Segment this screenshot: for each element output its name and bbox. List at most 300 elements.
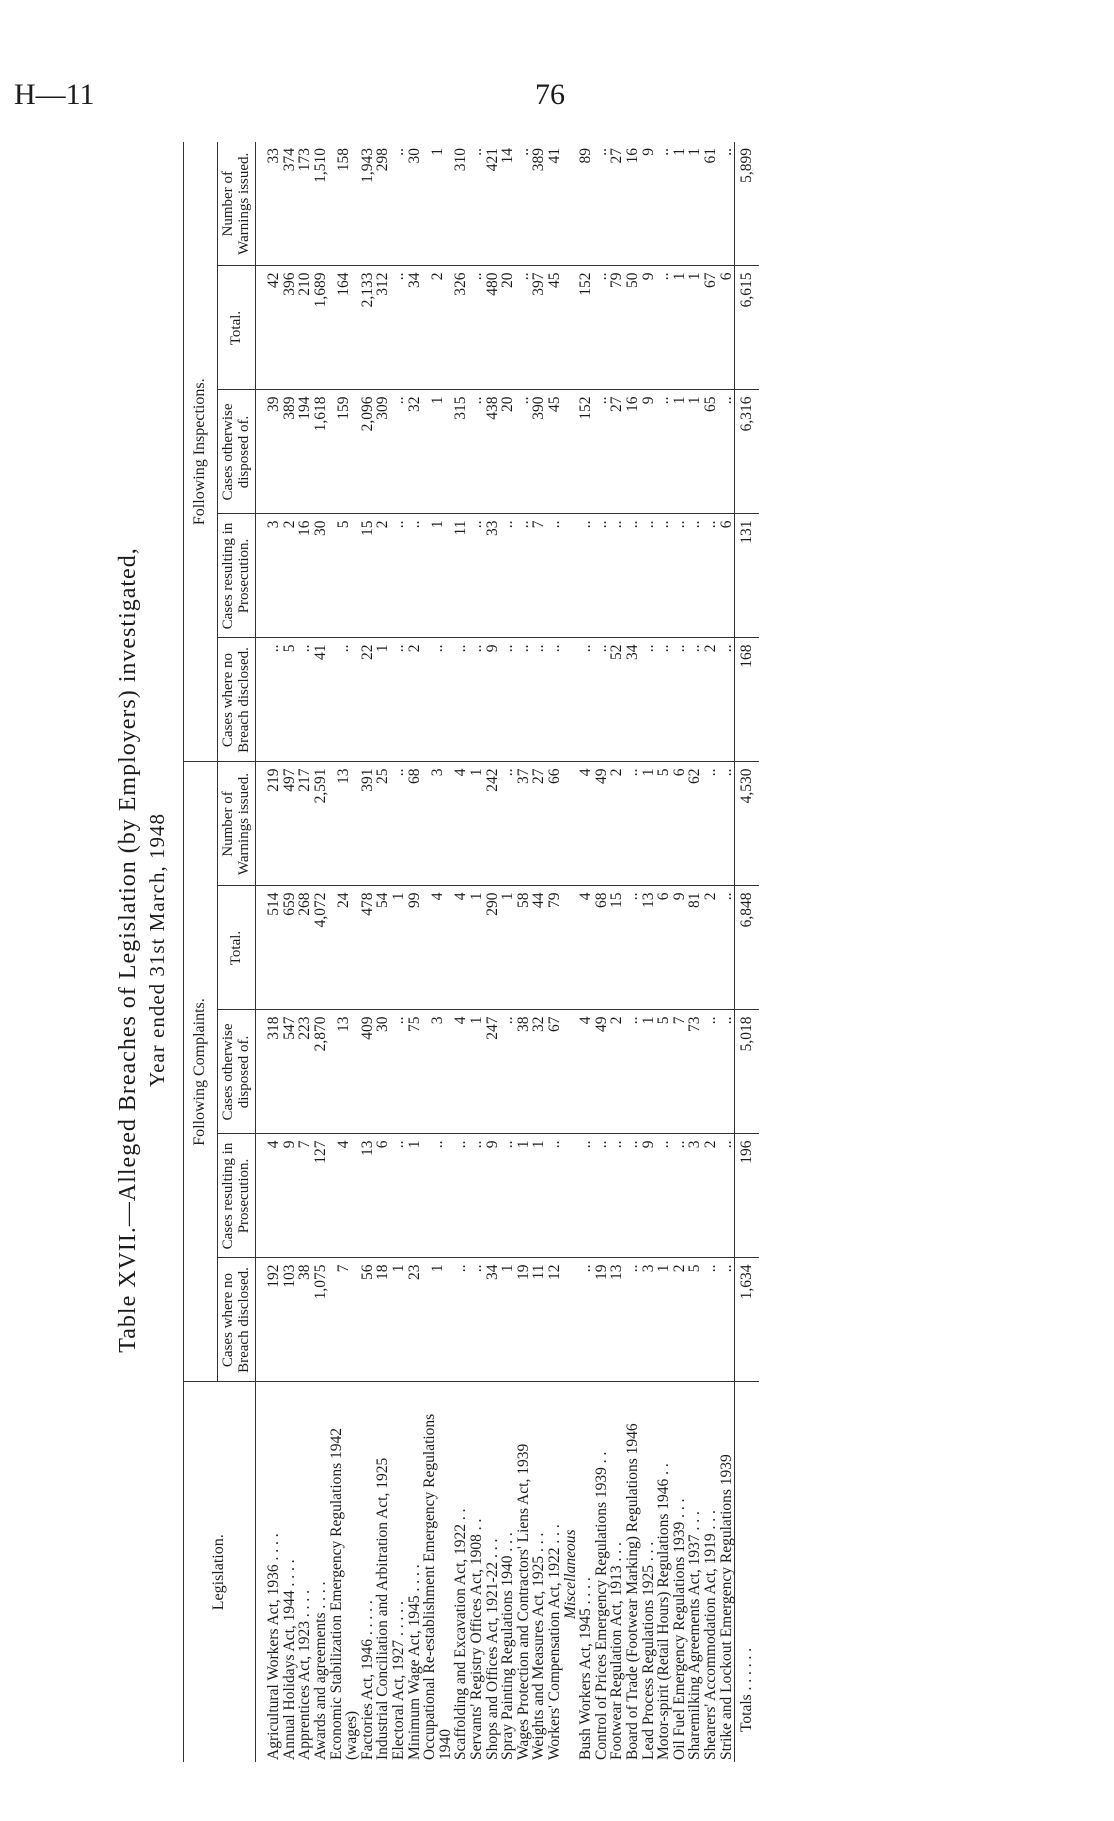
legislation-name: Economic Stabilization Emergency Regulations 1942 (wages) xyxy=(327,1427,361,1760)
section-heading: Miscellaneous xyxy=(561,1529,579,1620)
cell-i3 xyxy=(563,390,579,514)
cell-i4: 2,133 xyxy=(360,266,376,390)
cell-c3: 2 xyxy=(609,1010,625,1134)
totals-label: Totals . . . . . . xyxy=(735,1382,759,1762)
cell-i3: .. xyxy=(469,390,485,514)
cell-c1: 192 xyxy=(256,1258,282,1382)
cell-i1: 5 xyxy=(282,638,298,762)
cell-c1: 56 xyxy=(360,1258,376,1382)
cell-i4: 326 xyxy=(453,266,469,390)
cell-i5: 89 xyxy=(578,142,594,266)
cell-c4: 1 xyxy=(469,886,485,1010)
cell-c1: 18 xyxy=(375,1258,391,1382)
cell-c1: 1 xyxy=(422,1258,453,1382)
breaches-table xyxy=(183,142,759,1762)
cell-i5: 61 xyxy=(703,142,719,266)
cell-c2: .. xyxy=(672,1134,688,1258)
cell-c2: .. xyxy=(547,1134,563,1258)
total-i5: 5,899 xyxy=(735,142,759,266)
cell-c3: 67 xyxy=(547,1010,563,1134)
cell-c5: .. xyxy=(703,762,719,886)
cell-c4: .. xyxy=(625,886,641,1010)
table-row xyxy=(391,142,407,1762)
cell-i3: 194 xyxy=(297,390,313,514)
cell-i4: 1,689 xyxy=(313,266,329,390)
cell-i2: .. xyxy=(656,514,672,638)
cell-c1: 103 xyxy=(282,1258,298,1382)
legislation-name: Minimum Wage Act, 1945 . . . . xyxy=(405,1564,423,1760)
cell-c4: 4 xyxy=(578,886,594,1010)
cell-c4: 4,072 xyxy=(313,886,329,1010)
cell-c5: 4 xyxy=(578,762,594,886)
cell-c2: .. xyxy=(422,1134,453,1258)
legislation-name: Weights and Measures Act, 1925 . . . xyxy=(530,1532,548,1760)
cell-i2: 11 xyxy=(453,514,469,638)
cell-c2: 9 xyxy=(485,1134,501,1258)
cell-i3: 389 xyxy=(282,390,298,514)
cell-i4: .. xyxy=(656,266,672,390)
cell-i5: 30 xyxy=(407,142,423,266)
cell-i1: .. xyxy=(641,638,657,762)
cell-c1: 1 xyxy=(391,1258,407,1382)
cell-c1: .. xyxy=(453,1258,469,1382)
cell-c2: 9 xyxy=(641,1134,657,1258)
table-title: Table XVII.—Alleged Breaches of Legislation (by Employers) investigated, xyxy=(115,547,141,1353)
cell-i4: .. xyxy=(391,266,407,390)
cell-c2: 9 xyxy=(282,1134,298,1258)
cell-i5: .. xyxy=(656,142,672,266)
cell-i4: 79 xyxy=(609,266,625,390)
cell-c3: 223 xyxy=(297,1010,313,1134)
cell-i2: .. xyxy=(547,514,563,638)
cell-c2: .. xyxy=(656,1134,672,1258)
cell-c1: 38 xyxy=(297,1258,313,1382)
cell-c2 xyxy=(563,1134,579,1258)
total-i3: 6,316 xyxy=(735,390,759,514)
cell-c4: 6 xyxy=(656,886,672,1010)
cell-i1: .. xyxy=(469,638,485,762)
cell-i4: 152 xyxy=(578,266,594,390)
legislation-name: Shops and Offices Act, 1921-22 . . . xyxy=(483,1538,501,1760)
cell-c2: 1 xyxy=(531,1134,547,1258)
cell-i1: 1 xyxy=(375,638,391,762)
cell-i1: .. xyxy=(422,638,453,762)
cell-i4: 42 xyxy=(256,266,282,390)
cell-i5: 27 xyxy=(609,142,625,266)
cell-i1 xyxy=(563,638,579,762)
cell-i3: 39 xyxy=(256,390,282,514)
cell-c5: 13 xyxy=(329,762,360,886)
total-i1: 168 xyxy=(735,638,759,762)
cell-i3: 390 xyxy=(531,390,547,514)
table-row xyxy=(578,142,594,1762)
cell-i1: .. xyxy=(297,638,313,762)
cell-c4: 4 xyxy=(422,886,453,1010)
cell-c4: 514 xyxy=(256,886,282,1010)
col-total: Total. xyxy=(217,886,256,1010)
table-row xyxy=(719,142,735,1762)
cell-i4: 45 xyxy=(547,266,563,390)
col-otherwise: Cases otherwise disposed of. xyxy=(217,1010,256,1134)
cell-i3: 65 xyxy=(703,390,719,514)
cell-c1: 12 xyxy=(547,1258,563,1382)
cell-c1: 1,075 xyxy=(313,1258,329,1382)
cell-i1: 9 xyxy=(485,638,501,762)
cell-i1: .. xyxy=(391,638,407,762)
cell-c5: 5 xyxy=(656,762,672,886)
col-no-breach: Cases where no Breach disclosed. xyxy=(217,638,256,762)
cell-i3: .. xyxy=(391,390,407,514)
cell-i2: 6 xyxy=(719,514,735,638)
cell-c5: 219 xyxy=(256,762,282,886)
cell-c3: 547 xyxy=(282,1010,298,1134)
legislation-name: Industrial Conciliation and Arbitration Act, 1925 xyxy=(374,1457,392,1760)
legislation-name: Agricultural Workers Act, 1936 . . . . xyxy=(265,1533,283,1760)
cell-i4: 20 xyxy=(500,266,516,390)
total-i2: 131 xyxy=(735,514,759,638)
cell-c4: 13 xyxy=(641,886,657,1010)
cell-i5: .. xyxy=(516,142,532,266)
cell-c4: 4 xyxy=(453,886,469,1010)
legislation-name: Wages Protection and Contractors' Liens Act, 1939 xyxy=(514,1443,532,1760)
cell-i2: .. xyxy=(516,514,532,638)
cell-c5: 27 xyxy=(531,762,547,886)
cell-c4: 15 xyxy=(609,886,625,1010)
cell-i3: .. xyxy=(656,390,672,514)
cell-c4: 1 xyxy=(500,886,516,1010)
cell-i3: 315 xyxy=(453,390,469,514)
cell-i4: 50 xyxy=(625,266,641,390)
cell-c5: .. xyxy=(625,762,641,886)
cell-c2: 4 xyxy=(329,1134,360,1258)
cell-i4: 1 xyxy=(687,266,703,390)
cell-c3: 32 xyxy=(531,1010,547,1134)
cell-i1: .. xyxy=(672,638,688,762)
cell-i5: 374 xyxy=(282,142,298,266)
cell-c4: 1 xyxy=(391,886,407,1010)
cell-i1: .. xyxy=(687,638,703,762)
page-number: 76 xyxy=(535,78,565,111)
legislation-name: Shearers' Accommodation Act, 1919 . . . xyxy=(701,1510,719,1760)
cell-i5: 1 xyxy=(687,142,703,266)
complaints-group-header: Following Complaints. xyxy=(184,762,218,1382)
section-heading-row xyxy=(563,142,579,1762)
cell-i1: .. xyxy=(531,638,547,762)
cell-i2: .. xyxy=(672,514,688,638)
cell-c3: .. xyxy=(391,1010,407,1134)
cell-i4: 396 xyxy=(282,266,298,390)
cell-i1: .. xyxy=(500,638,516,762)
cell-i1: 52 xyxy=(609,638,625,762)
cell-i4: 210 xyxy=(297,266,313,390)
cell-c3 xyxy=(563,1010,579,1134)
cell-c2: 1 xyxy=(516,1134,532,1258)
cell-c3: .. xyxy=(625,1010,641,1134)
table-row xyxy=(516,142,532,1762)
col-otherwise: Cases otherwise disposed of. xyxy=(217,390,256,514)
cell-c3: 38 xyxy=(516,1010,532,1134)
cell-c5: 391 xyxy=(360,762,376,886)
cell-i3: 9 xyxy=(641,390,657,514)
cell-i4 xyxy=(563,266,579,390)
cell-c3: 4 xyxy=(453,1010,469,1134)
cell-i4: 6 xyxy=(719,266,735,390)
legislation-name: Servants' Registry Offices Act, 1908 . . xyxy=(468,1518,486,1760)
cell-c2: .. xyxy=(469,1134,485,1258)
cell-c3: 7 xyxy=(672,1010,688,1134)
cell-i2: .. xyxy=(625,514,641,638)
cell-c1: 23 xyxy=(407,1258,423,1382)
cell-c4 xyxy=(563,886,579,1010)
table-row xyxy=(594,142,610,1762)
cell-c5: 2 xyxy=(609,762,625,886)
col-total: Total. xyxy=(217,266,256,390)
cell-c5: .. xyxy=(391,762,407,886)
cell-c2: 6 xyxy=(375,1134,391,1258)
col-prosecution: Cases resulting in Prosecution. xyxy=(217,1134,256,1258)
cell-i3: 1 xyxy=(672,390,688,514)
table-row xyxy=(313,142,329,1762)
cell-c5: 1 xyxy=(469,762,485,886)
cell-c2: .. xyxy=(625,1134,641,1258)
total-c5: 4,530 xyxy=(735,762,759,886)
cell-c5: .. xyxy=(719,762,735,886)
legislation-name: Occupational Re-establishment Emergency Regulations 1940 xyxy=(421,1413,454,1760)
legislation-name: Workers' Compensation Act, 1922 . . . xyxy=(545,1524,563,1760)
legislation-name: Footwear Regulation Act, 1913 . . . xyxy=(608,1542,626,1760)
cell-c1: 5 xyxy=(687,1258,703,1382)
cell-i3: 1 xyxy=(687,390,703,514)
cell-c3: .. xyxy=(500,1010,516,1134)
table-subtitle: Year ended 31st March, 1948 xyxy=(145,813,169,1087)
cell-i3: 16 xyxy=(625,390,641,514)
cell-i1: .. xyxy=(516,638,532,762)
cell-c4: 44 xyxy=(531,886,547,1010)
cell-i2: 33 xyxy=(485,514,501,638)
cell-c1: 19 xyxy=(594,1258,610,1382)
cell-i3: 27 xyxy=(609,390,625,514)
cell-c5: 497 xyxy=(282,762,298,886)
cell-i2: 1 xyxy=(422,514,453,638)
cell-i1: .. xyxy=(594,638,610,762)
cell-i2: 3 xyxy=(256,514,282,638)
cell-c2: .. xyxy=(719,1134,735,1258)
cell-i1: 41 xyxy=(313,638,329,762)
cell-i5: 16 xyxy=(625,142,641,266)
legislation-name: Factories Act, 1946 . . . . . xyxy=(358,1600,376,1760)
cell-c5: 37 xyxy=(516,762,532,886)
cell-c3: 75 xyxy=(407,1010,423,1134)
cell-c1: 11 xyxy=(531,1258,547,1382)
cell-i5: .. xyxy=(391,142,407,266)
cell-c3: 30 xyxy=(375,1010,391,1134)
table-row xyxy=(641,142,657,1762)
legislation-name: Lead Process Regulations 1925 . . . xyxy=(639,1541,657,1760)
cell-c4: 79 xyxy=(547,886,563,1010)
cell-i2: .. xyxy=(687,514,703,638)
cell-i5: 14 xyxy=(500,142,516,266)
cell-c1: 1 xyxy=(500,1258,516,1382)
legislation-name: Bush Workers Act, 1945 . . . . xyxy=(577,1577,595,1760)
cell-c4: 54 xyxy=(375,886,391,1010)
cell-c3: 4 xyxy=(578,1010,594,1134)
cell-i3: 2,096 xyxy=(360,390,376,514)
cell-c2: 2 xyxy=(703,1134,719,1258)
legislation-name: Sharemilking Agreements Act, 1937 . . . xyxy=(686,1511,704,1760)
cell-i5: 298 xyxy=(375,142,391,266)
cell-i2: .. xyxy=(703,514,719,638)
cell-c5: 25 xyxy=(375,762,391,886)
cell-i5: 1,943 xyxy=(360,142,376,266)
cell-i3: 1 xyxy=(422,390,453,514)
cell-c3: 13 xyxy=(329,1010,360,1134)
cell-i1: .. xyxy=(547,638,563,762)
cell-i4: 164 xyxy=(329,266,360,390)
cell-i5: .. xyxy=(469,142,485,266)
col-prosecution: Cases resulting in Prosecution. xyxy=(217,514,256,638)
cell-i5: .. xyxy=(719,142,735,266)
rotated-table-page xyxy=(97,130,1077,1770)
cell-i2: 15 xyxy=(360,514,376,638)
cell-i5: 421 xyxy=(485,142,501,266)
cell-c5: 3 xyxy=(422,762,453,886)
cell-i4: .. xyxy=(469,266,485,390)
cell-c5 xyxy=(563,762,579,886)
cell-i2: 2 xyxy=(375,514,391,638)
legislation-name: Scaffolding and Excavation Act, 1922 . . xyxy=(452,1508,470,1760)
table-row xyxy=(329,142,360,1762)
table-row xyxy=(672,142,688,1762)
cell-i5: .. xyxy=(594,142,610,266)
cell-c1: .. xyxy=(703,1258,719,1382)
cell-i5: 1 xyxy=(422,142,453,266)
cell-i5: 33 xyxy=(256,142,282,266)
cell-c3: 409 xyxy=(360,1010,376,1134)
cell-i5: 310 xyxy=(453,142,469,266)
cell-c3: 49 xyxy=(594,1010,610,1134)
cell-i4: 397 xyxy=(531,266,547,390)
cell-i3: 32 xyxy=(407,390,423,514)
legislation-name: Apprentices Act, 1923 . . . . xyxy=(296,1589,314,1760)
cell-c4: 68 xyxy=(594,886,610,1010)
total-i4: 6,615 xyxy=(735,266,759,390)
table-row xyxy=(547,142,563,1762)
total-c4: 6,848 xyxy=(735,886,759,1010)
cell-i4: 2 xyxy=(422,266,453,390)
cell-i1: .. xyxy=(578,638,594,762)
cell-c4: .. xyxy=(719,886,735,1010)
cell-i1: 2 xyxy=(703,638,719,762)
table-row xyxy=(625,142,641,1762)
cell-c4: 2 xyxy=(703,886,719,1010)
cell-c3: 318 xyxy=(256,1010,282,1134)
cell-c5: .. xyxy=(500,762,516,886)
cell-c2: .. xyxy=(594,1134,610,1258)
table-row xyxy=(375,142,391,1762)
cell-c2: .. xyxy=(453,1134,469,1258)
total-c3: 5,018 xyxy=(735,1010,759,1134)
cell-c5: 1 xyxy=(641,762,657,886)
cell-c2: 7 xyxy=(297,1134,313,1258)
legislation-header: Legislation. xyxy=(184,1382,256,1762)
cell-c5: 2,591 xyxy=(313,762,329,886)
cell-c2: .. xyxy=(578,1134,594,1258)
cell-c1 xyxy=(563,1258,579,1382)
cell-c1: 19 xyxy=(516,1258,532,1382)
cell-c4: 24 xyxy=(329,886,360,1010)
cell-i1: .. xyxy=(329,638,360,762)
cell-i3: 309 xyxy=(375,390,391,514)
cell-i4: .. xyxy=(594,266,610,390)
cell-i2: .. xyxy=(578,514,594,638)
cell-c3: 3 xyxy=(422,1010,453,1134)
cell-c2: 3 xyxy=(687,1134,703,1258)
cell-i2: 2 xyxy=(282,514,298,638)
cell-c2: 127 xyxy=(313,1134,329,1258)
cell-i2: .. xyxy=(609,514,625,638)
cell-i2: .. xyxy=(641,514,657,638)
cell-i3: 20 xyxy=(500,390,516,514)
table-row xyxy=(407,142,423,1762)
cell-c5: 66 xyxy=(547,762,563,886)
cell-i1: 2 xyxy=(407,638,423,762)
cell-i5 xyxy=(563,142,579,266)
cell-c5: 6 xyxy=(672,762,688,886)
table-row xyxy=(256,142,282,1762)
total-c1: 1,634 xyxy=(735,1258,759,1382)
cell-i5: 1,510 xyxy=(313,142,329,266)
cell-c5: 68 xyxy=(407,762,423,886)
legislation-name: Motor-spirit (Retail Hours) Regulations 1946 . . xyxy=(655,1463,673,1760)
legislation-name: Board of Trade (Footwear Marking) Regulations 1946 xyxy=(623,1423,641,1760)
cell-c5: 62 xyxy=(687,762,703,886)
table-row xyxy=(687,142,703,1762)
cell-i4: 312 xyxy=(375,266,391,390)
table-row xyxy=(485,142,501,1762)
cell-i5: 9 xyxy=(641,142,657,266)
cell-i4: 34 xyxy=(407,266,423,390)
cell-c1: 1 xyxy=(656,1258,672,1382)
cell-i3: 438 xyxy=(485,390,501,514)
cell-i3: 152 xyxy=(578,390,594,514)
cell-c2: .. xyxy=(609,1134,625,1258)
table-row xyxy=(703,142,719,1762)
cell-c1: .. xyxy=(578,1258,594,1382)
cell-i4: .. xyxy=(516,266,532,390)
cell-c5: 49 xyxy=(594,762,610,886)
legislation-name: Annual Holidays Act, 1944 . . . . xyxy=(280,1559,298,1760)
legislation-name: Electoral Act, 1927 . . . . . xyxy=(390,1601,408,1760)
cell-i4: 1 xyxy=(672,266,688,390)
cell-c1: 34 xyxy=(485,1258,501,1382)
cell-i3: 45 xyxy=(547,390,563,514)
legislation-name: Awards and agreements . . . . xyxy=(312,1581,330,1760)
cell-i2: 5 xyxy=(329,514,360,638)
table-row xyxy=(360,142,376,1762)
cell-c4: 659 xyxy=(282,886,298,1010)
cell-c4: 9 xyxy=(672,886,688,1010)
cell-i1: 22 xyxy=(360,638,376,762)
inspections-group-header: Following Inspections. xyxy=(184,142,218,762)
cell-c3: .. xyxy=(703,1010,719,1134)
cell-c1: .. xyxy=(469,1258,485,1382)
cell-c4: 268 xyxy=(297,886,313,1010)
cell-i3: .. xyxy=(719,390,735,514)
cell-i1: 34 xyxy=(625,638,641,762)
table-row xyxy=(531,142,547,1762)
table-row xyxy=(500,142,516,1762)
cell-i1: .. xyxy=(656,638,672,762)
